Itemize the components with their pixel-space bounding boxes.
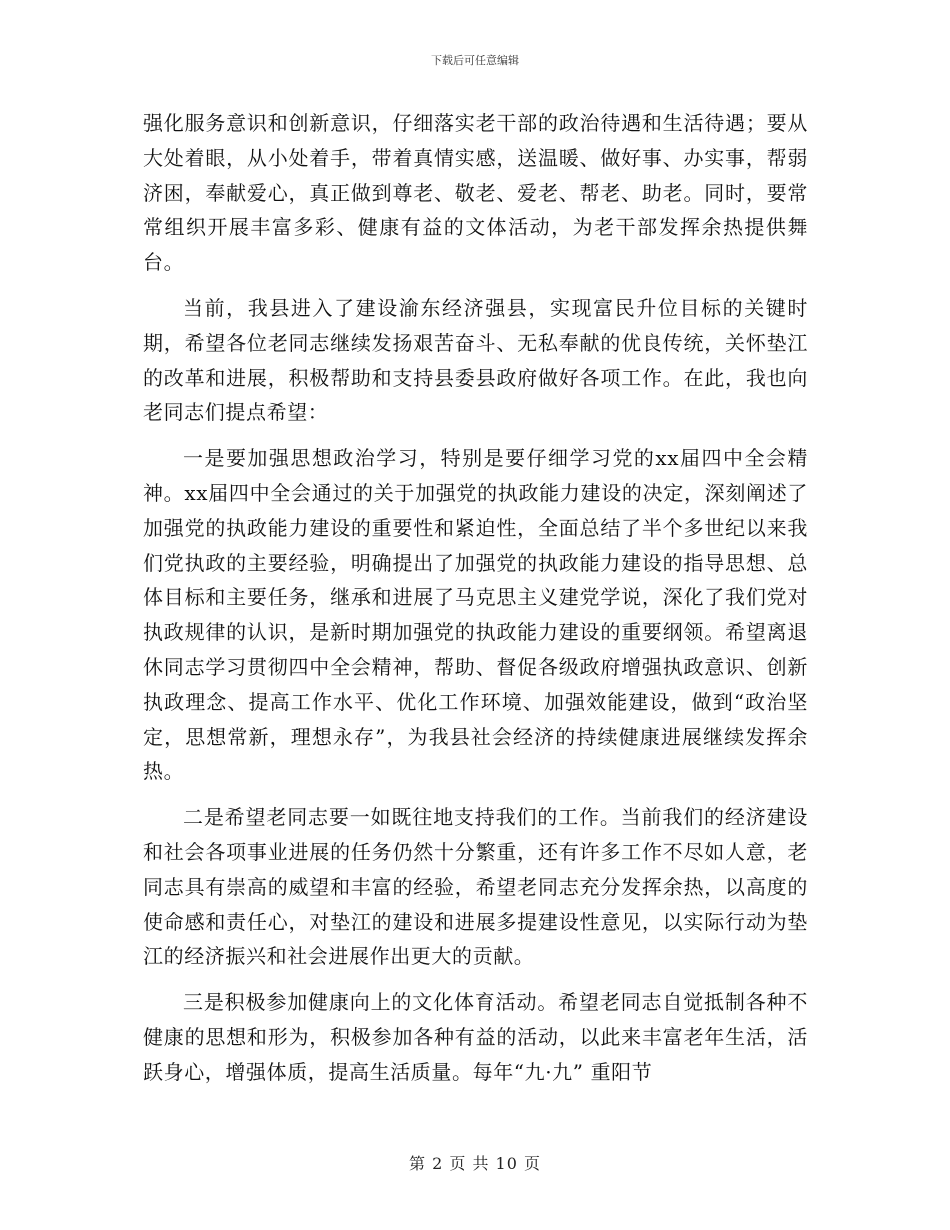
paragraph-1: 强化服务意识和创新意识，仔细落实老干部的政治待遇和生活待遇；要从大处着眼，从小处着手，带着真情实感，送温暖、做好事、办实事，帮弱济困，奉献爱心，真正做到尊老、敬老、爱老、帮老、助老。同时，要常常组织开展丰富多彩、健康有益的文体活动，为老干部发挥余热提供舞台。: [143, 111, 808, 275]
paragraph-5: 三是积极参加健康向上的文化体育活动。希望老同志自觉抵制各种不健康的思想和形为，积极参加各种有益的活动，以此来丰富老年生活，活跃身心，增强体质，提高生活质量。每年“九·九” 重阳节: [143, 990, 808, 1084]
paragraph-3: 一是要加强思想政治学习，特别是要仔细学习党的xx届四中全会精神。xx届四中全会通过的关于加强党的执政能力建设的决定，深刻阐述了加强党的执政能力建设的重要性和紧迫性，全面总结了半个多世纪以来我们党执政的主要经验，明确提出了加强党的执政能力建设的指导思想、总体目标和主要任务，继承和进展了马克思主义建党学说，深化了我们党对执政规律的认识，是新时期加强党的执政能力建设的重要纲领。希望离退休同志学习贯彻四中全会精神，帮助、督促各级政府增强执政意识、创新执政理念、提高工作水平、优化工作环境、加强效能建设，做到“政治坚定，思想常新，理想永存”，为我县社会经济的持续健康进展继续发挥余热。: [143, 446, 808, 784]
paragraph-4: 二是希望老同志要一如既往地支持我们的工作。当前我们的经济建设和社会各项事业进展的任务仍然十分繁重，还有许多工作不尽如人意，老同志具有崇高的威望和丰富的经验，希望老同志充分发挥余热，以高度的使命感和责任心，对垫江的建设和进展多提建设性意见，以实际行动为垫江的经济振兴和社会进展作出更大的贡献。: [143, 805, 808, 969]
page-header: 下载后可任意编辑: [431, 54, 519, 67]
page-number-footer: 第 2 页 共 10 页: [409, 1154, 541, 1173]
document-body: [143, 106, 808, 1101]
paragraph-2: 当前，我县进入了建设渝东经济强县，实现富民升位目标的关键时期，希望各位老同志继续发扬艰苦奋斗、无私奉献的优良传统，关怀垫江的改革和进展，积极帮助和支持县委县政府做好各项工作。在此，我也向老同志们提点希望：: [143, 295, 808, 425]
